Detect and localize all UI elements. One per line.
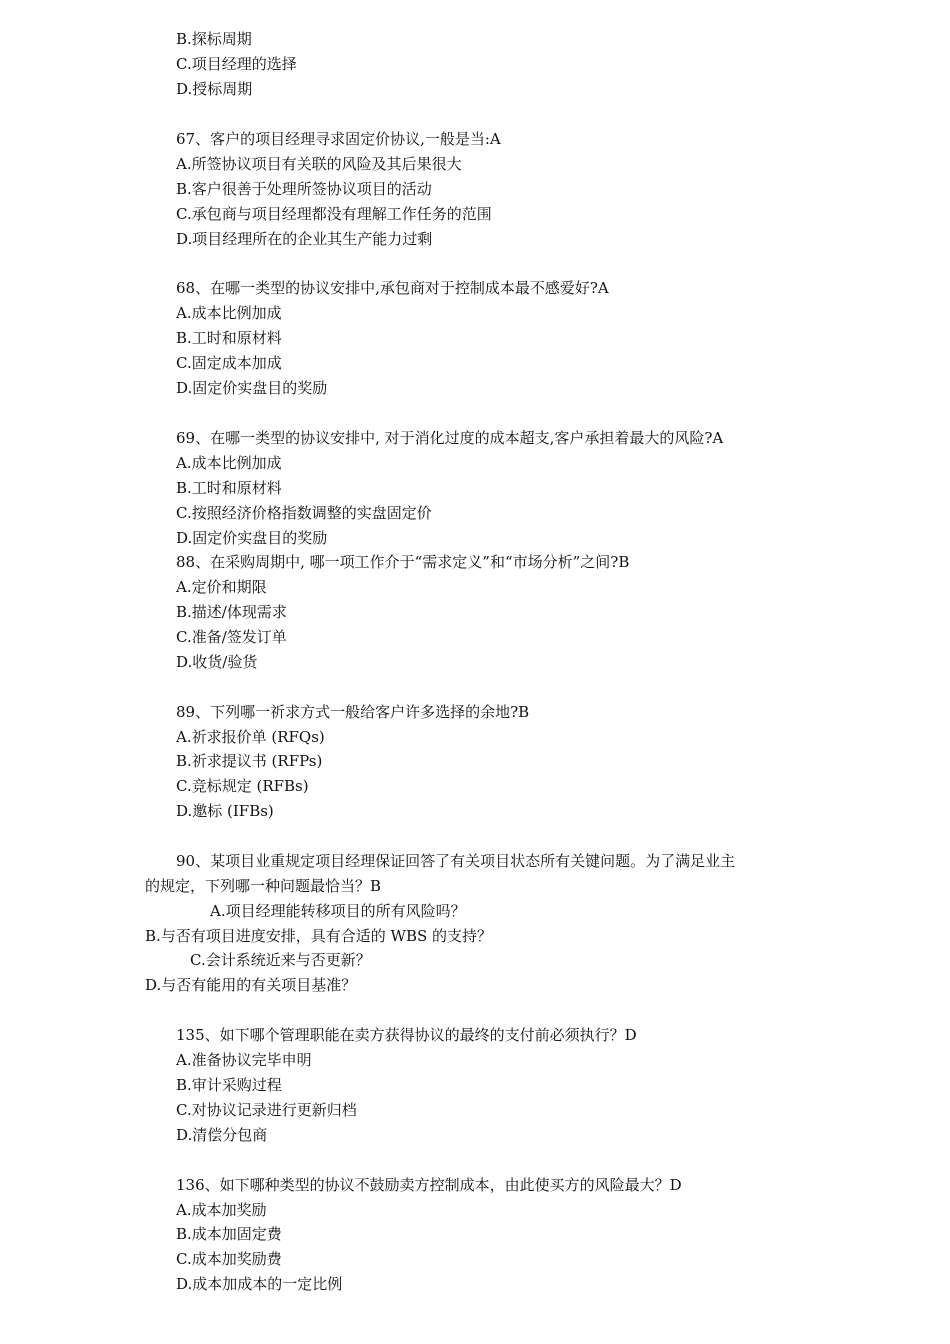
question-67: 67、客户的项目经理寻求固定价协议,一般是当:A [176,130,501,148]
option-a: A.定价和期限 [176,578,267,596]
option-c: C.固定成本加成 [176,354,282,372]
question-90-line2: 的规定，下列哪一种问题最恰当？B [145,877,382,895]
option-b: B.描述/体现需求 [176,603,287,621]
option-d: D.收货/验货 [176,653,258,671]
option-c: C.对协议记录进行更新归档 [176,1101,357,1119]
option-c: C.按照经济价格指数调整的实盘固定价 [176,504,432,522]
option-b: B.审计采购过程 [176,1076,282,1094]
option-d: D.与否有能用的有关项目基准？ [145,976,357,994]
option-a: A.成本比例加成 [176,454,282,472]
option-d: D.授标周期 [176,80,253,98]
question-90-line1: 90、某项目业重规定项目经理保证回答了有关项目状态所有关键问题。为了满足业主 [176,852,736,870]
question-68: 68、在哪一类型的协议安排中,承包商对于控制成本最不感爱好?A [176,279,609,297]
option-b: B.成本加固定费 [176,1225,282,1243]
option-c: C.竞标规定 (RFBs) [176,777,309,795]
question-89: 89、下列哪一祈求方式一般给客户许多选择的余地?B [176,703,530,721]
question-135: 135、如下哪个管理职能在卖方获得协议的最终的支付前必须执行？D [176,1026,637,1044]
option-c: C.项目经理的选择 [176,55,297,73]
question-88: 88、在采购周期中, 哪一项工作介于“需求定义”和“市场分析”之间?B [176,553,630,571]
option-b: B.客户很善于处理所签协议项目的活动 [176,180,432,198]
option-b: B.探标周期 [176,30,252,48]
question-136: 136、如下哪种类型的协议不鼓励卖方控制成本，由此使买方的风险最大？D [176,1176,682,1194]
option-b: B.祈求提议书 (RFPs) [176,752,323,770]
option-d: D.成本加成本的一定比例 [176,1275,343,1293]
option-b: B.工时和原材料 [176,329,282,347]
option-a: A.祈求报价单 (RFQs) [176,728,325,746]
option-d: D.固定价实盘目的奖励 [176,529,328,547]
option-d: D.清偿分包商 [176,1126,268,1144]
option-a: A.准备协议完毕申明 [176,1051,312,1069]
option-c: C.会计系统近来与否更新？ [190,951,371,969]
option-a: A.所签协议项目有关联的风险及其后果很大 [176,155,462,173]
option-a: A.成本比例加成 [176,304,282,322]
question-69: 69、在哪一类型的协议安排中, 对于消化过度的成本超支,客户承担着最大的风险?A [176,429,724,447]
option-d: D.项目经理所在的企业其生产能力过剩 [176,230,433,248]
option-d: D.邀标 (IFBs) [176,802,274,820]
option-c: C.准备/签发订单 [176,628,287,646]
option-c: C.成本加奖励费 [176,1250,282,1268]
option-a: A.项目经理能转移项目的所有风险吗？ [210,902,466,920]
option-b: B.工时和原材料 [176,479,282,497]
option-b: B.与否有项目进度安排，具有合适的 WBS 的支持？ [145,927,493,945]
option-a: A.成本加奖励 [176,1201,267,1219]
option-d: D.固定价实盘目的奖励 [176,379,328,397]
option-c: C.承包商与项目经理都没有理解工作任务的范围 [176,205,492,223]
